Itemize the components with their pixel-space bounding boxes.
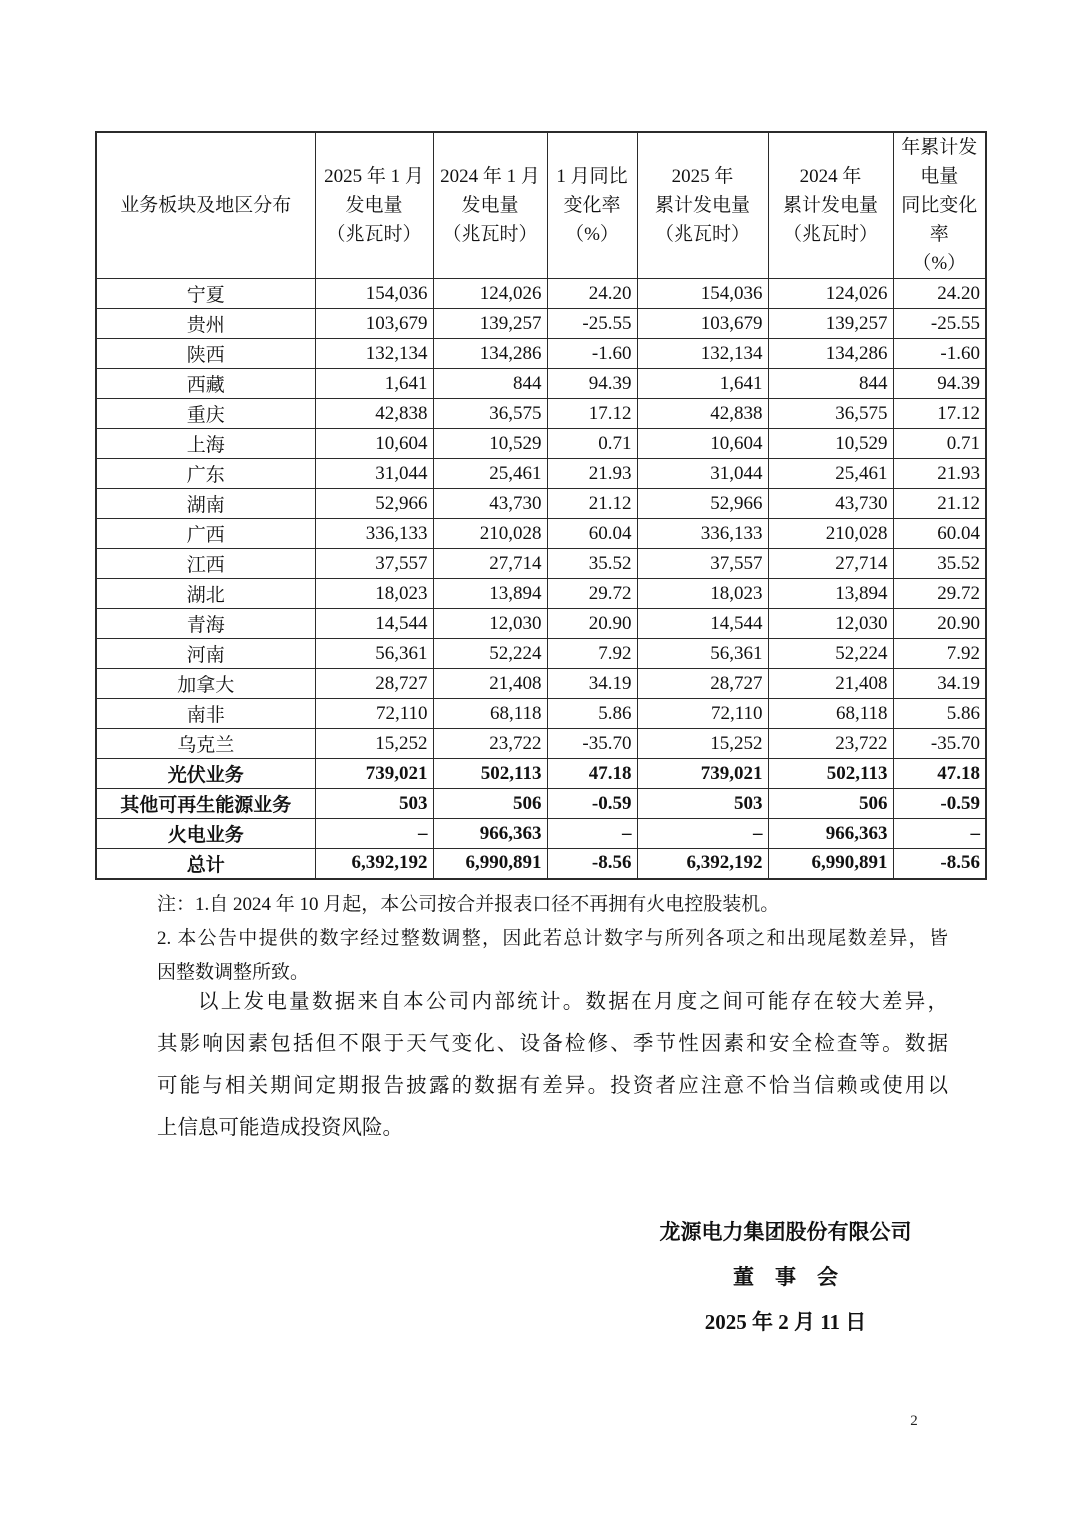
- value-cell: 13,894: [433, 579, 547, 609]
- region-label-cell: 其他可再生能源业务: [96, 789, 315, 819]
- value-cell: 134,286: [433, 339, 547, 369]
- value-cell: 68,118: [433, 699, 547, 729]
- table-row: [96, 489, 986, 519]
- table-row: [96, 639, 986, 669]
- value-cell: 34.19: [893, 669, 986, 699]
- table-row: [96, 669, 986, 699]
- value-cell: 10,604: [315, 429, 433, 459]
- value-cell: 503: [637, 789, 768, 819]
- value-cell: -1.60: [547, 339, 637, 369]
- region-label-cell: 上海: [96, 429, 315, 459]
- value-cell: –: [637, 819, 768, 849]
- column-header-cum-2024: [768, 132, 893, 279]
- table-row: [96, 399, 986, 429]
- value-cell: 502,113: [433, 759, 547, 789]
- value-cell: 21,408: [433, 669, 547, 699]
- value-cell: 132,134: [637, 339, 768, 369]
- value-cell: -8.56: [893, 849, 986, 879]
- table-row: [96, 759, 986, 789]
- value-cell: 6,392,192: [315, 849, 433, 879]
- value-cell: 13,894: [768, 579, 893, 609]
- value-cell: 210,028: [768, 519, 893, 549]
- value-cell: 52,966: [315, 489, 433, 519]
- column-header-line: 累计发电量: [782, 195, 878, 216]
- value-cell: 36,575: [433, 399, 547, 429]
- column-header-line: （兆瓦时）: [782, 224, 878, 245]
- table-row: [96, 369, 986, 399]
- column-header-line: （%）: [912, 253, 967, 274]
- paragraph-line: 上信息可能造成投资风险。: [157, 1117, 403, 1139]
- region-label-cell: 广西: [96, 519, 315, 549]
- value-cell: 0.71: [547, 429, 637, 459]
- table-row: [96, 579, 986, 609]
- value-cell: 12,030: [433, 609, 547, 639]
- region-label-cell: 乌克兰: [96, 729, 315, 759]
- value-cell: 506: [433, 789, 547, 819]
- value-cell: 27,714: [433, 549, 547, 579]
- value-cell: 20.90: [893, 609, 986, 639]
- column-header-cum-2025: [637, 132, 768, 279]
- value-cell: 5.86: [893, 699, 986, 729]
- value-cell: 139,257: [433, 309, 547, 339]
- value-cell: 37,557: [637, 549, 768, 579]
- region-label-cell: 河南: [96, 639, 315, 669]
- table-header: [96, 132, 986, 279]
- company-name: 龙源电力集团股份有限公司: [659, 1220, 912, 1244]
- table-row: [96, 789, 986, 819]
- value-cell: 17.12: [893, 399, 986, 429]
- announcement-date: 2025 年 2 月 11 日: [704, 1310, 867, 1334]
- column-header-line: 率: [929, 224, 949, 245]
- value-cell: 24.20: [547, 279, 637, 309]
- value-cell: –: [547, 819, 637, 849]
- table-row: [96, 459, 986, 489]
- value-cell: 12,030: [768, 609, 893, 639]
- value-cell: 28,727: [637, 669, 768, 699]
- value-cell: 27,714: [768, 549, 893, 579]
- region-label-cell: 贵州: [96, 309, 315, 339]
- region-label-cell: 青海: [96, 609, 315, 639]
- region-label-cell: 重庆: [96, 399, 315, 429]
- value-cell: 17.12: [547, 399, 637, 429]
- value-cell: 94.39: [547, 369, 637, 399]
- footnote-line: 因整数调整所致。: [157, 962, 310, 983]
- value-cell: 52,224: [433, 639, 547, 669]
- column-header-line: （兆瓦时）: [442, 224, 538, 245]
- region-label-cell: 总计: [96, 849, 315, 879]
- generation-data-table: [95, 131, 987, 880]
- table-row: [96, 849, 986, 879]
- region-label-cell: 广东: [96, 459, 315, 489]
- column-header-line: 1 月同比: [556, 166, 628, 187]
- region-label-cell: 湖北: [96, 579, 315, 609]
- value-cell: 739,021: [315, 759, 433, 789]
- column-header-region: [96, 132, 315, 279]
- value-cell: 56,361: [637, 639, 768, 669]
- value-cell: 47.18: [893, 759, 986, 789]
- value-cell: 336,133: [637, 519, 768, 549]
- value-cell: 94.39: [893, 369, 986, 399]
- value-cell: 37,557: [315, 549, 433, 579]
- region-label-cell: 西藏: [96, 369, 315, 399]
- value-cell: 47.18: [547, 759, 637, 789]
- value-cell: -35.70: [547, 729, 637, 759]
- value-cell: 139,257: [768, 309, 893, 339]
- column-header-line: 业务板块及地区分布: [120, 195, 292, 216]
- column-header-line: 年累计发: [901, 137, 978, 158]
- value-cell: 18,023: [315, 579, 433, 609]
- value-cell: -0.59: [547, 789, 637, 819]
- value-cell: 0.71: [893, 429, 986, 459]
- table-row: [96, 339, 986, 369]
- value-cell: 43,730: [768, 489, 893, 519]
- column-header-line: 2024 年 1 月: [440, 166, 540, 187]
- value-cell: 34.19: [547, 669, 637, 699]
- column-header-gen-2025-01: [315, 132, 433, 279]
- value-cell: 56,361: [315, 639, 433, 669]
- value-cell: 7.92: [547, 639, 637, 669]
- value-cell: 15,252: [637, 729, 768, 759]
- value-cell: 502,113: [768, 759, 893, 789]
- column-header-gen-2024-01: [433, 132, 547, 279]
- signature-block: [588, 1210, 983, 1345]
- column-header-line: （兆瓦时）: [326, 224, 422, 245]
- paragraph-line: 以上发电量数据来自本公司内部统计。数据在月度之间可能存在较大差异，: [198, 991, 948, 1013]
- value-cell: -8.56: [547, 849, 637, 879]
- value-cell: 42,838: [315, 399, 433, 429]
- table-row: [96, 279, 986, 309]
- value-cell: 25,461: [433, 459, 547, 489]
- value-cell: 21.12: [547, 489, 637, 519]
- value-cell: 36,575: [768, 399, 893, 429]
- table-row: [96, 429, 986, 459]
- value-cell: -25.55: [893, 309, 986, 339]
- column-header-line: 发电量: [461, 195, 519, 216]
- header-row: [96, 132, 986, 279]
- value-cell: 60.04: [547, 519, 637, 549]
- footnote-line: 注：1.自 2024 年 10 月起，本公司按合并报表口径不再拥有火电控股装机。: [157, 894, 780, 915]
- column-header-line: （%）: [565, 224, 619, 245]
- value-cell: 35.52: [893, 549, 986, 579]
- value-cell: 29.72: [893, 579, 986, 609]
- value-cell: 844: [433, 369, 547, 399]
- disclaimer-paragraph: [157, 981, 948, 1149]
- value-cell: 52,224: [768, 639, 893, 669]
- value-cell: 103,679: [315, 309, 433, 339]
- value-cell: 336,133: [315, 519, 433, 549]
- value-cell: 23,722: [768, 729, 893, 759]
- value-cell: 24.20: [893, 279, 986, 309]
- region-label-cell: 火电业务: [96, 819, 315, 849]
- value-cell: 18,023: [637, 579, 768, 609]
- table-row: [96, 519, 986, 549]
- value-cell: 210,028: [433, 519, 547, 549]
- value-cell: 52,966: [637, 489, 768, 519]
- value-cell: 21.12: [893, 489, 986, 519]
- value-cell: 506: [768, 789, 893, 819]
- region-label-cell: 光伏业务: [96, 759, 315, 789]
- value-cell: 23,722: [433, 729, 547, 759]
- column-header-cum-yoy: [893, 132, 986, 279]
- region-label-cell: 加拿大: [96, 669, 315, 699]
- column-header-line: 同比变化: [901, 195, 978, 216]
- value-cell: -35.70: [893, 729, 986, 759]
- value-cell: 5.86: [547, 699, 637, 729]
- footnote-line: 2. 本公告中提供的数字经过整数调整，因此若总计数字与所列各项之和出现尾数差异，皆: [157, 928, 948, 949]
- value-cell: 6,990,891: [433, 849, 547, 879]
- column-header-line: 电量: [920, 166, 959, 187]
- footnotes: [157, 888, 948, 990]
- value-cell: 103,679: [637, 309, 768, 339]
- value-cell: 134,286: [768, 339, 893, 369]
- page-number: 2: [910, 1413, 918, 1429]
- column-header-line: 累计发电量: [654, 195, 750, 216]
- value-cell: 10,604: [637, 429, 768, 459]
- column-header-line: 2024 年: [799, 166, 862, 187]
- value-cell: 29.72: [547, 579, 637, 609]
- column-header-line: （兆瓦时）: [654, 224, 750, 245]
- table-row: [96, 819, 986, 849]
- column-header-line: 2025 年: [671, 166, 734, 187]
- column-header-line: 2025 年 1 月: [324, 166, 424, 187]
- column-header-jan-yoy: [547, 132, 637, 279]
- value-cell: 154,036: [637, 279, 768, 309]
- value-cell: 14,544: [637, 609, 768, 639]
- region-label-cell: 宁夏: [96, 279, 315, 309]
- value-cell: 14,544: [315, 609, 433, 639]
- table-body: [96, 279, 986, 879]
- value-cell: 739,021: [637, 759, 768, 789]
- table-row: [96, 549, 986, 579]
- value-cell: 25,461: [768, 459, 893, 489]
- value-cell: -25.55: [547, 309, 637, 339]
- value-cell: 43,730: [433, 489, 547, 519]
- column-header-line: 变化率: [563, 195, 621, 216]
- value-cell: 966,363: [768, 819, 893, 849]
- value-cell: 1,641: [315, 369, 433, 399]
- value-cell: 966,363: [433, 819, 547, 849]
- value-cell: 31,044: [315, 459, 433, 489]
- value-cell: 124,026: [768, 279, 893, 309]
- table-row: [96, 729, 986, 759]
- value-cell: 31,044: [637, 459, 768, 489]
- value-cell: 7.92: [893, 639, 986, 669]
- value-cell: -1.60: [893, 339, 986, 369]
- value-cell: 20.90: [547, 609, 637, 639]
- region-label-cell: 南非: [96, 699, 315, 729]
- table-row: [96, 699, 986, 729]
- value-cell: 72,110: [315, 699, 433, 729]
- region-label-cell: 湖南: [96, 489, 315, 519]
- value-cell: 21.93: [547, 459, 637, 489]
- value-cell: 844: [768, 369, 893, 399]
- value-cell: 1,641: [637, 369, 768, 399]
- value-cell: 42,838: [637, 399, 768, 429]
- value-cell: 60.04: [893, 519, 986, 549]
- value-cell: –: [893, 819, 986, 849]
- region-label-cell: 陕西: [96, 339, 315, 369]
- column-header-line: 发电量: [345, 195, 403, 216]
- value-cell: 10,529: [433, 429, 547, 459]
- value-cell: 68,118: [768, 699, 893, 729]
- value-cell: 503: [315, 789, 433, 819]
- value-cell: –: [315, 819, 433, 849]
- value-cell: 28,727: [315, 669, 433, 699]
- region-label-cell: 江西: [96, 549, 315, 579]
- paragraph-line: 可能与相关期间定期报告披露的数据有差异。投资者应注意不恰当信赖或使用以: [157, 1075, 948, 1097]
- value-cell: 21,408: [768, 669, 893, 699]
- value-cell: 154,036: [315, 279, 433, 309]
- value-cell: 15,252: [315, 729, 433, 759]
- value-cell: 124,026: [433, 279, 547, 309]
- value-cell: -0.59: [893, 789, 986, 819]
- table-row: [96, 609, 986, 639]
- value-cell: 10,529: [768, 429, 893, 459]
- value-cell: 21.93: [893, 459, 986, 489]
- value-cell: 6,990,891: [768, 849, 893, 879]
- board-of-directors-label: 董 事 会: [733, 1265, 838, 1289]
- value-cell: 35.52: [547, 549, 637, 579]
- value-cell: 6,392,192: [637, 849, 768, 879]
- value-cell: 132,134: [315, 339, 433, 369]
- table-row: [96, 309, 986, 339]
- value-cell: 72,110: [637, 699, 768, 729]
- paragraph-line: 其影响因素包括但不限于天气变化、设备检修、季节性因素和安全检查等。数据: [157, 1033, 948, 1055]
